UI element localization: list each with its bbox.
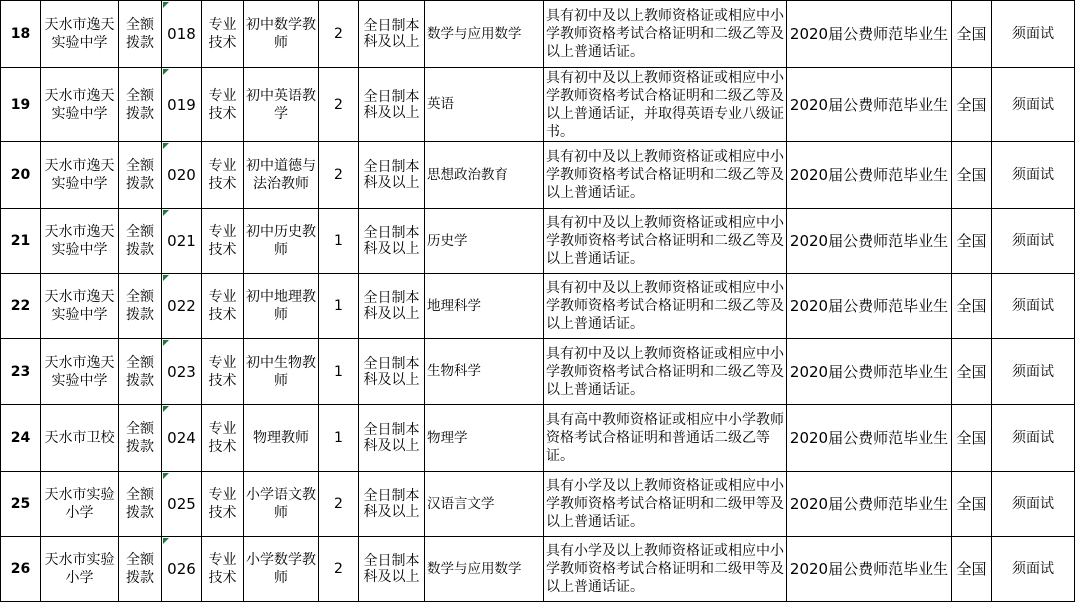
target-group-cell (787, 339, 952, 405)
target-group-cell (787, 142, 952, 209)
exam-method-cell (992, 472, 1075, 537)
post-code-cell (162, 472, 202, 537)
recruit-area: 全国 (956, 429, 987, 447)
requirements: 具有初中及以上教师资格证或相应中小学教师资格考试合格证明和二级乙等及以上普通话证。 (546, 8, 784, 60)
post-category: 专业技术 (208, 224, 237, 258)
target-group-cell (787, 405, 952, 472)
headcount-cell (319, 472, 359, 537)
post-code: 018 (167, 25, 196, 43)
post-code-cell (162, 142, 202, 209)
headcount: 2 (334, 561, 343, 577)
unit-name-cell (41, 68, 119, 142)
education-cell (359, 405, 425, 472)
funding-type-cell (119, 339, 162, 405)
post-code-cell (162, 1, 202, 68)
requirements: 具有初中及以上教师资格证或相应中小学教师资格考试合格证明和二级乙等及以上普通话证。 (546, 280, 784, 332)
post-category-cell (202, 405, 244, 472)
funding-type: 全额拨款 (126, 421, 154, 455)
post-code: 023 (167, 362, 196, 381)
row-number: 21 (10, 233, 31, 249)
post-category-cell (202, 1, 244, 68)
headcount-cell (319, 537, 359, 602)
major: 物理学 (427, 429, 468, 446)
unit-name: 天水市逸天实验中学 (44, 224, 115, 258)
exam-method-cell (992, 274, 1075, 339)
post-name-cell (244, 209, 319, 274)
education: 全日制本科及以上 (363, 18, 420, 50)
requirements-cell (544, 339, 787, 405)
education: 全日制本科及以上 (363, 225, 420, 257)
exam-method: 须面试 (1012, 298, 1054, 314)
unit-name-cell (41, 1, 119, 68)
post-category-cell (202, 209, 244, 274)
funding-type-cell (119, 537, 162, 602)
funding-type-cell (119, 405, 162, 472)
row-number-cell (1, 472, 41, 537)
row-number: 26 (10, 561, 31, 577)
cell-comment-marker-icon (163, 340, 169, 346)
unit-name-cell (41, 339, 119, 405)
headcount: 2 (334, 26, 343, 42)
post-code-cell (162, 339, 202, 405)
major: 汉语言文学 (427, 495, 495, 512)
target-group: 2020届公费师范毕业生 (789, 362, 949, 381)
exam-method: 须面试 (1012, 233, 1054, 249)
post-name-cell (244, 472, 319, 537)
table-row (1, 68, 1075, 142)
headcount: 2 (334, 167, 343, 183)
major-cell (425, 209, 544, 274)
unit-name-cell (41, 405, 119, 472)
headcount: 1 (334, 363, 343, 380)
target-group: 2020届公费师范毕业生 (789, 25, 949, 43)
cell-comment-marker-icon (163, 473, 169, 479)
major-cell (425, 1, 544, 68)
requirements: 具有初中及以上教师资格证或相应中小学教师资格考试合格证明和二级乙等及以上普通话证。 (546, 345, 784, 398)
table-row (1, 142, 1075, 209)
row-number: 19 (10, 96, 31, 113)
exam-method: 须面试 (1012, 496, 1054, 512)
post-category-cell (202, 68, 244, 142)
target-group: 2020届公费师范毕业生 (789, 297, 949, 315)
row-number: 18 (10, 26, 31, 42)
post-name-cell (244, 537, 319, 602)
post-name: 初中地理教师 (246, 289, 316, 323)
post-code-cell (162, 405, 202, 472)
major: 历史学 (427, 232, 468, 249)
post-category-cell (202, 537, 244, 602)
education: 全日制本科及以上 (363, 88, 420, 121)
exam-method: 须面试 (1012, 96, 1054, 113)
major-cell (425, 405, 544, 472)
table-row (1, 339, 1075, 405)
target-group: 2020届公费师范毕业生 (789, 166, 949, 184)
post-category: 专业技术 (208, 289, 237, 323)
headcount: 1 (334, 430, 343, 446)
exam-method: 须面试 (1012, 167, 1054, 183)
requirements: 具有小学及以上教师资格证或相应中小学教师资格考试合格证明和二级甲等及以上普通话证。 (546, 543, 784, 595)
major-cell (425, 68, 544, 142)
major-cell (425, 339, 544, 405)
major: 数学与应用数学 (427, 25, 522, 42)
exam-method-cell (992, 537, 1075, 602)
row-number: 23 (10, 363, 31, 380)
target-group: 2020届公费师范毕业生 (789, 495, 949, 513)
post-name-cell (244, 68, 319, 142)
post-code-cell (162, 274, 202, 339)
post-code: 022 (167, 297, 196, 315)
recruit-area: 全国 (956, 560, 987, 578)
education: 全日制本科及以上 (363, 553, 420, 585)
post-name: 初中英语教学 (246, 87, 316, 122)
post-category: 专业技术 (208, 158, 237, 192)
unit-name-cell (41, 472, 119, 537)
funding-type: 全额拨款 (126, 354, 154, 389)
table-row (1, 1, 1075, 68)
exam-method-cell (992, 209, 1075, 274)
target-group-cell (787, 537, 952, 602)
education-cell (359, 1, 425, 68)
row-number-cell (1, 209, 41, 274)
requirements-cell (544, 472, 787, 537)
funding-type: 全额拨款 (126, 487, 154, 521)
post-name-cell (244, 405, 319, 472)
table-row (1, 405, 1075, 472)
funding-type-cell (119, 1, 162, 68)
cell-comment-marker-icon (163, 2, 169, 8)
target-group: 2020届公费师范毕业生 (789, 95, 949, 114)
headcount-cell (319, 68, 359, 142)
exam-method: 须面试 (1012, 363, 1054, 380)
post-name: 初中历史教师 (246, 224, 316, 258)
unit-name: 天水市卫校 (44, 430, 115, 446)
exam-method-cell (992, 142, 1075, 209)
funding-type: 全额拨款 (126, 289, 154, 323)
major: 地理科学 (427, 297, 481, 314)
education-cell (359, 537, 425, 602)
unit-name: 天水市逸天实验中学 (44, 354, 115, 389)
unit-name: 天水市逸天实验中学 (44, 158, 115, 192)
headcount-cell (319, 339, 359, 405)
recruit-area: 全国 (956, 166, 987, 184)
exam-method: 须面试 (1012, 430, 1054, 446)
post-name: 初中道德与法治教师 (246, 158, 316, 192)
recruit-area-cell (952, 537, 992, 602)
post-name: 小学数学教师 (246, 552, 316, 586)
post-name: 初中数学教师 (246, 17, 316, 51)
recruit-area-cell (952, 142, 992, 209)
funding-type-cell (119, 209, 162, 274)
post-name: 小学语文教师 (246, 487, 316, 521)
funding-type: 全额拨款 (126, 224, 154, 258)
target-group: 2020届公费师范毕业生 (789, 560, 949, 578)
recruit-area: 全国 (956, 95, 987, 114)
post-code: 020 (167, 166, 196, 184)
requirements: 具有初中及以上教师资格证或相应中小学教师资格考试合格证明和二级乙等及以上普通话证，并取得英语专业八级证书。 (546, 69, 784, 140)
recruit-area: 全国 (956, 232, 987, 250)
unit-name-cell (41, 274, 119, 339)
education: 全日制本科及以上 (363, 159, 420, 191)
headcount-cell (319, 405, 359, 472)
cell-comment-marker-icon (163, 538, 169, 544)
table-body (1, 1, 1075, 602)
post-name: 物理教师 (253, 430, 309, 446)
row-number-cell (1, 339, 41, 405)
requirements: 具有初中及以上教师资格证或相应中小学教师资格考试合格证明和二级乙等及以上普通话证。 (546, 149, 784, 201)
education-cell (359, 209, 425, 274)
funding-type: 全额拨款 (126, 17, 154, 51)
education-cell (359, 274, 425, 339)
education-cell (359, 142, 425, 209)
recruit-area-cell (952, 1, 992, 68)
major: 思想政治教育 (427, 166, 508, 183)
requirements: 具有初中及以上教师资格证或相应中小学教师资格考试合格证明和二级乙等及以上普通话证。 (546, 215, 784, 267)
requirements-cell (544, 1, 787, 68)
recruit-area-cell (952, 339, 992, 405)
education-cell (359, 339, 425, 405)
funding-type-cell (119, 472, 162, 537)
education: 全日制本科及以上 (363, 488, 420, 520)
headcount: 2 (334, 96, 343, 113)
row-number-cell (1, 1, 41, 68)
cell-comment-marker-icon (163, 210, 169, 216)
requirements: 具有高中教师资格证或相应中小学教师资格考试合格证明和普通话二级乙等证。 (546, 412, 784, 464)
row-number: 20 (10, 167, 31, 183)
major-cell (425, 274, 544, 339)
exam-method-cell (992, 405, 1075, 472)
table-row (1, 209, 1075, 274)
post-code-cell (162, 68, 202, 142)
education-cell (359, 472, 425, 537)
major: 数学与应用数学 (427, 560, 522, 577)
post-category: 专业技术 (208, 87, 237, 122)
unit-name-cell (41, 209, 119, 274)
post-category: 专业技术 (208, 487, 237, 521)
education-cell (359, 68, 425, 142)
target-group: 2020届公费师范毕业生 (789, 232, 949, 250)
target-group-cell (787, 1, 952, 68)
post-code: 021 (167, 232, 196, 250)
unit-name-cell (41, 142, 119, 209)
post-category-cell (202, 274, 244, 339)
exam-method-cell (992, 339, 1075, 405)
post-name-cell (244, 1, 319, 68)
recruit-area-cell (952, 209, 992, 274)
exam-method-cell (992, 1, 1075, 68)
row-number: 24 (10, 430, 31, 446)
target-group-cell (787, 68, 952, 142)
post-code: 025 (167, 495, 196, 513)
requirements-cell (544, 142, 787, 209)
post-name-cell (244, 142, 319, 209)
row-number-cell (1, 142, 41, 209)
post-code-cell (162, 537, 202, 602)
row-number-cell (1, 68, 41, 142)
post-category-cell (202, 339, 244, 405)
cell-comment-marker-icon (163, 406, 169, 412)
unit-name: 天水市逸天实验中学 (44, 289, 115, 323)
target-group-cell (787, 209, 952, 274)
unit-name-cell (41, 537, 119, 602)
target-group-cell (787, 472, 952, 537)
post-code: 026 (167, 560, 196, 578)
major-cell (425, 142, 544, 209)
recruit-area: 全国 (956, 362, 987, 381)
table-row (1, 537, 1075, 602)
requirements: 具有小学及以上教师资格证或相应中小学教师资格考试合格证明和二级甲等及以上普通话证。 (546, 478, 784, 530)
requirements-cell (544, 68, 787, 142)
major: 英语 (427, 96, 454, 112)
requirements-cell (544, 405, 787, 472)
funding-type: 全额拨款 (126, 158, 154, 192)
row-number-cell (1, 537, 41, 602)
exam-method: 须面试 (1012, 561, 1054, 577)
post-category: 专业技术 (208, 17, 237, 51)
post-code-cell (162, 209, 202, 274)
post-code: 024 (167, 429, 196, 447)
unit-name: 天水市逸天实验中学 (44, 17, 115, 51)
cell-comment-marker-icon (163, 143, 169, 149)
recruit-area-cell (952, 274, 992, 339)
requirements-cell (544, 209, 787, 274)
post-category: 专业技术 (208, 552, 237, 586)
target-group-cell (787, 274, 952, 339)
post-category: 专业技术 (208, 421, 237, 455)
headcount-cell (319, 209, 359, 274)
recruit-area-cell (952, 405, 992, 472)
education: 全日制本科及以上 (363, 422, 420, 454)
funding-type-cell (119, 68, 162, 142)
unit-name: 天水市实验小学 (44, 487, 115, 521)
recruit-area: 全国 (956, 25, 987, 43)
headcount: 1 (334, 298, 343, 314)
post-name-cell (244, 274, 319, 339)
recruit-area-cell (952, 472, 992, 537)
exam-method: 须面试 (1012, 26, 1054, 42)
unit-name: 天水市实验小学 (44, 552, 115, 586)
education: 全日制本科及以上 (363, 290, 420, 322)
headcount-cell (319, 142, 359, 209)
funding-type: 全额拨款 (126, 552, 154, 586)
headcount-cell (319, 1, 359, 68)
table-row (1, 472, 1075, 537)
funding-type-cell (119, 274, 162, 339)
headcount: 1 (334, 233, 343, 249)
headcount: 2 (334, 496, 343, 512)
row-number: 22 (10, 298, 31, 314)
funding-type-cell (119, 142, 162, 209)
cell-comment-marker-icon (163, 69, 169, 75)
headcount-cell (319, 274, 359, 339)
post-code: 019 (167, 95, 196, 114)
requirements-cell (544, 274, 787, 339)
post-category: 专业技术 (208, 354, 237, 389)
target-group: 2020届公费师范毕业生 (789, 429, 949, 447)
requirements-cell (544, 537, 787, 602)
recruit-area: 全国 (956, 297, 987, 315)
major-cell (425, 472, 544, 537)
unit-name: 天水市逸天实验中学 (44, 87, 115, 122)
post-category-cell (202, 472, 244, 537)
exam-method-cell (992, 68, 1075, 142)
education: 全日制本科及以上 (363, 355, 420, 388)
row-number: 25 (10, 496, 31, 512)
funding-type: 全额拨款 (126, 87, 154, 122)
post-category-cell (202, 142, 244, 209)
major-cell (425, 537, 544, 602)
table-row (1, 274, 1075, 339)
post-name: 初中生物教师 (246, 354, 316, 389)
cell-comment-marker-icon (163, 275, 169, 281)
recruit-area: 全国 (956, 495, 987, 513)
row-number-cell (1, 405, 41, 472)
row-number-cell (1, 274, 41, 339)
major: 生物科学 (427, 363, 481, 379)
post-name-cell (244, 339, 319, 405)
recruit-area-cell (952, 68, 992, 142)
